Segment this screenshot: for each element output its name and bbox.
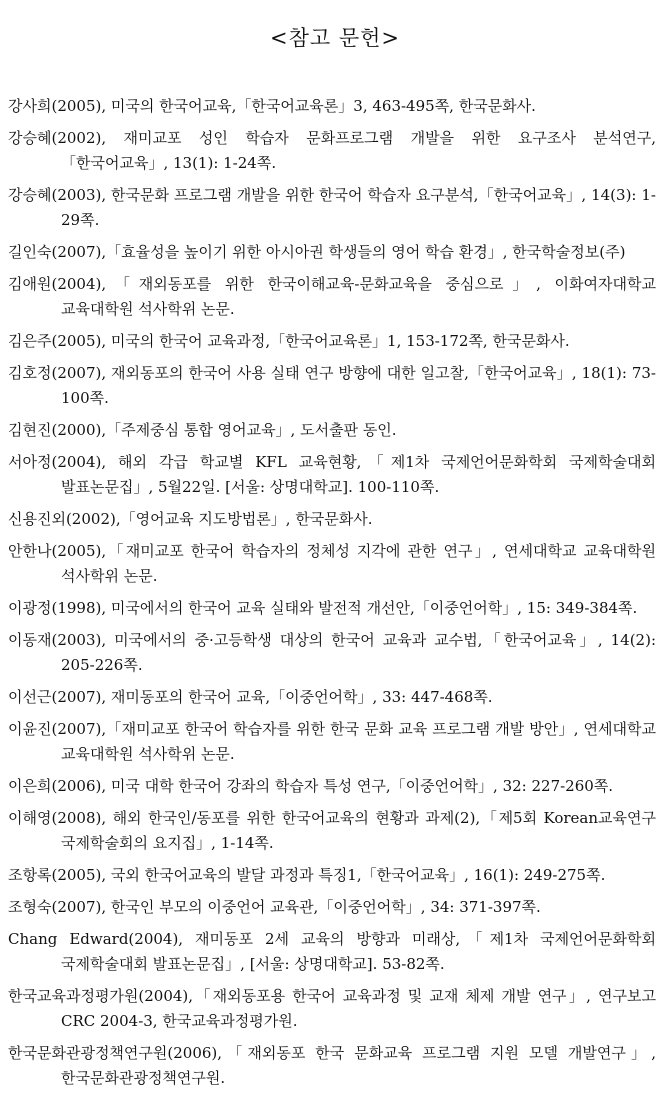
reference-item: 조형숙(2007), 한국인 부모의 이중언어 교육관,「이중언어학」, 34: 371-397쪽.	[8, 898, 541, 916]
reference-item: 서아정(2004), 해외 각급 학교별 KFL 교육현황,「제1차 국제언어문화학회 국제학술대회 발표논문집」, 5월22일. [서울: 상명대학교]. 100-110쪽.	[8, 453, 656, 496]
reference-item: 조항록(2005), 국외 한국어교육의 발달 과정과 특징1,「한국어교육」, 16(1): 249-275쪽.	[8, 866, 606, 884]
reference-item: 김현진(2000),「주제중심 통합 영어교육」, 도서출판 동인.	[8, 421, 397, 439]
reference-item: 이동재(2003), 미국에서의 중·고등학생 대상의 한국어 교육과 교수법,「한국어교육」, 14(2): 205-226쪽.	[8, 631, 656, 674]
reference-item: 이선근(2007), 재미동포의 한국어 교육,「이중언어학」, 33: 447-468쪽.	[8, 688, 493, 706]
reference-item: 김은주(2005), 미국의 한국어 교육과정,「한국어교육론」1, 153-172쪽, 한국문화사.	[8, 332, 570, 350]
reference-item: 강승혜(2003), 한국문화 프로그램 개발을 위한 한국어 학습자 요구분석,「한국어교육」, 14(3): 1-29쪽.	[8, 186, 656, 229]
reference-item: 안한나(2005),「재미교포 한국어 학습자의 정체성 지각에 관한 연구」, 연세대학교 교육대학원 석사학위 논문.	[8, 542, 656, 585]
reference-item: 이윤진(2007),「재미교포 한국어 학습자를 위한 한국 문화 교육 프로그램 개발 방안」, 연세대학교 교육대학원 석사학위 논문.	[8, 720, 656, 763]
reference-item: 한국교육과정평가원(2004),「재외동포용 한국어 교육과정 및 교재 체제 개발 연구」, 연구보고 CRC 2004-3, 한국교육과정평가원.	[8, 987, 656, 1030]
reference-item: 신용진외(2002),「영어교육 지도방법론」, 한국문화사.	[8, 510, 373, 528]
reference-item: 강사희(2005), 미국의 한국어교육,「한국어교육론」3, 463-495쪽, 한국문화사.	[8, 97, 536, 115]
reference-item: 강승혜(2002), 재미교포 성인 학습자 문화프로그램 개발을 위한 요구조사 분석연구,「한국어교육」, 13(1): 1-24쪽.	[8, 129, 656, 172]
reference-item: 길인숙(2007),「효율성을 높이기 위한 아시아권 학생들의 영어 학습 환경」, 한국학술정보(주)	[8, 243, 626, 261]
reference-list	[8, 94, 656, 1098]
reference-item: 이은희(2006), 미국 대학 한국어 강좌의 학습자 특성 연구,「이중언어학」, 32: 227-260쪽.	[8, 777, 614, 795]
page-title: <참고 문헌>	[269, 26, 400, 50]
reference-item: 이해영(2008), 해외 한국인/동포를 위한 한국어교육의 현황과 과제(2),「제5회 Korean교육연구 국제학술회의 요지집」, 1-14쪽.	[8, 809, 656, 852]
reference-item: Chang Edward(2004), 재미동포 2세 교육의 방향과 미래상,「제1차 국제언어문화학회 국제학술대회 발표논문집」, [서울: 상명대학교]. 53-82쪽.	[8, 930, 656, 973]
reference-item: 김호정(2007), 재외동포의 한국어 사용 실태 연구 방향에 대한 일고찰,「한국어교육」, 18(1): 73-100쪽.	[8, 364, 656, 407]
reference-item: 한국문화관광정책연구원(2006),「재외동포 한국 문화교육 프로그램 지원 모델 개발연구」, 한국문화관광정책연구원.	[8, 1044, 656, 1087]
reference-item: 이광정(1998), 미국에서의 한국어 교육 실태와 발전적 개선안,「이중언어학」, 15: 349-384쪽.	[8, 599, 638, 617]
reference-item: 김애원(2004),「재외동포를 위한 한국이해교육-문화교육을 중심으로」, 이화여자대학교 교육대학원 석사학위 논문.	[8, 275, 656, 318]
